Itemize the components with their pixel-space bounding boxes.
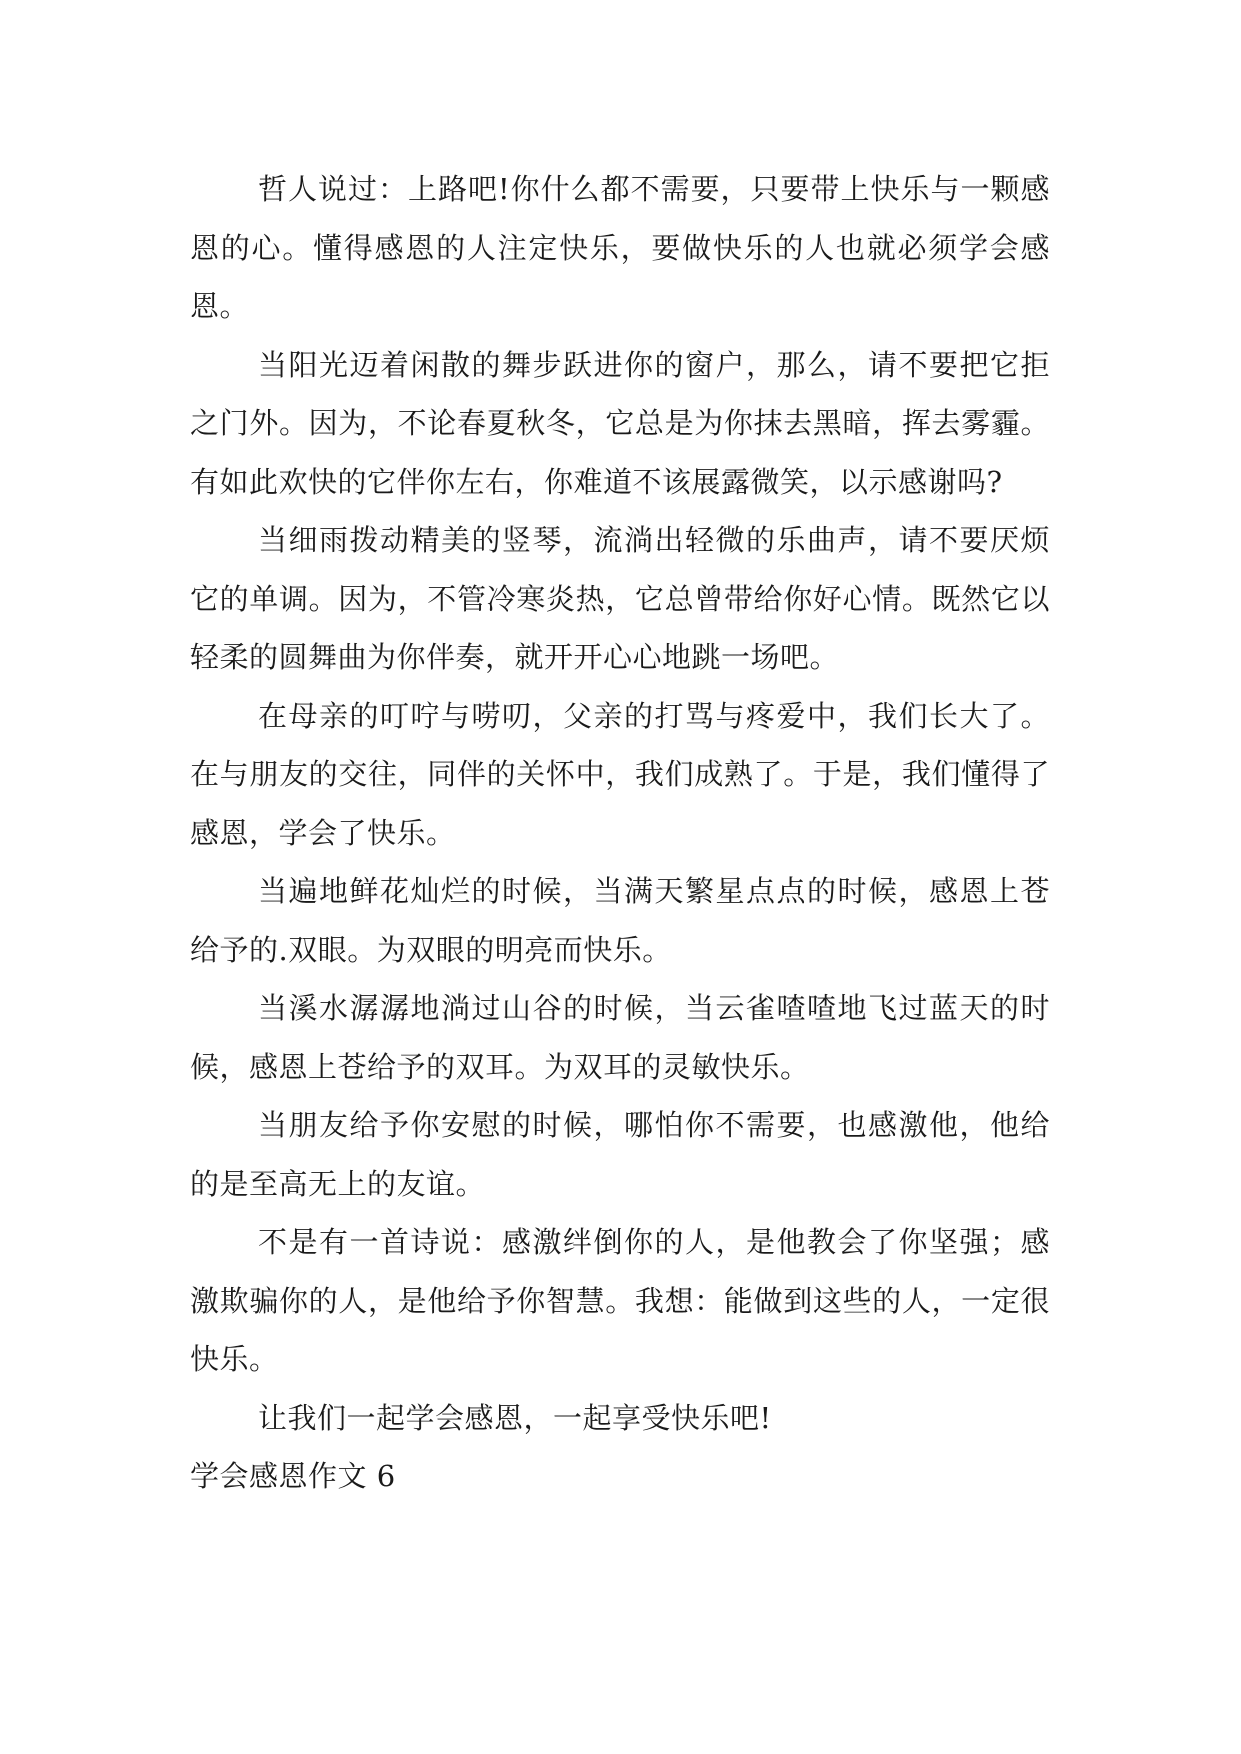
paragraph-3: 当细雨拨动精美的竖琴，流淌出轻微的乐曲声，请不要厌烦它的单调。因为，不管冷寒炎热，它总曾带给你好心情。既然它以轻柔的圆舞曲为你伴奏，就开开心心地跳一场吧。 — [190, 523, 1050, 674]
paragraph-8: 不是有一首诗说：感激绊倒你的人，是他教会了你坚强；感激欺骗你的人，是他给予你智慧。我想：能做到这些的人，一定很快乐。 — [190, 1225, 1050, 1376]
paragraph-6: 当溪水潺潺地淌过山谷的时候，当云雀喳喳地飞过蓝天的时候，感恩上苍给予的双耳。为双耳的灵敏快乐。 — [190, 991, 1050, 1084]
paragraph-7: 当朋友给予你安慰的时候，哪怕你不需要，也感激他，他给的是至高无上的友谊。 — [190, 1108, 1050, 1201]
paragraph-2: 当阳光迈着闲散的舞步跃进你的窗户，那么，请不要把它拒之门外。因为，不论春夏秋冬，它总是为你抹去黑暗，挥去雾霾。有如此欢快的它伴你左右，你难道不该展露微笑，以示感谢吗? — [190, 347, 1050, 499]
section-heading: 学会感恩作文 6 — [190, 1459, 396, 1493]
paragraph-4: 在母亲的叮咛与唠叨，父亲的打骂与疼爱中，我们长大了。在与朋友的交往，同伴的关怀中，我们成熟了。于是，我们懂得了感恩，学会了快乐。 — [190, 698, 1050, 850]
paragraph-5: 当遍地鲜花灿烂的时候，当满天繁星点点的时候，感恩上苍给予的.双眼。为双眼的明亮而快乐。 — [190, 874, 1050, 967]
paragraph-9: 让我们一起学会感恩，一起享受快乐吧! — [258, 1400, 772, 1435]
paragraph-1: 哲人说过：上路吧!你什么都不需要，只要带上快乐与一颗感恩的心。懂得感恩的人注定快乐，要做快乐的人也就必须学会感恩。 — [190, 172, 1050, 323]
document-page — [190, 160, 1050, 1506]
